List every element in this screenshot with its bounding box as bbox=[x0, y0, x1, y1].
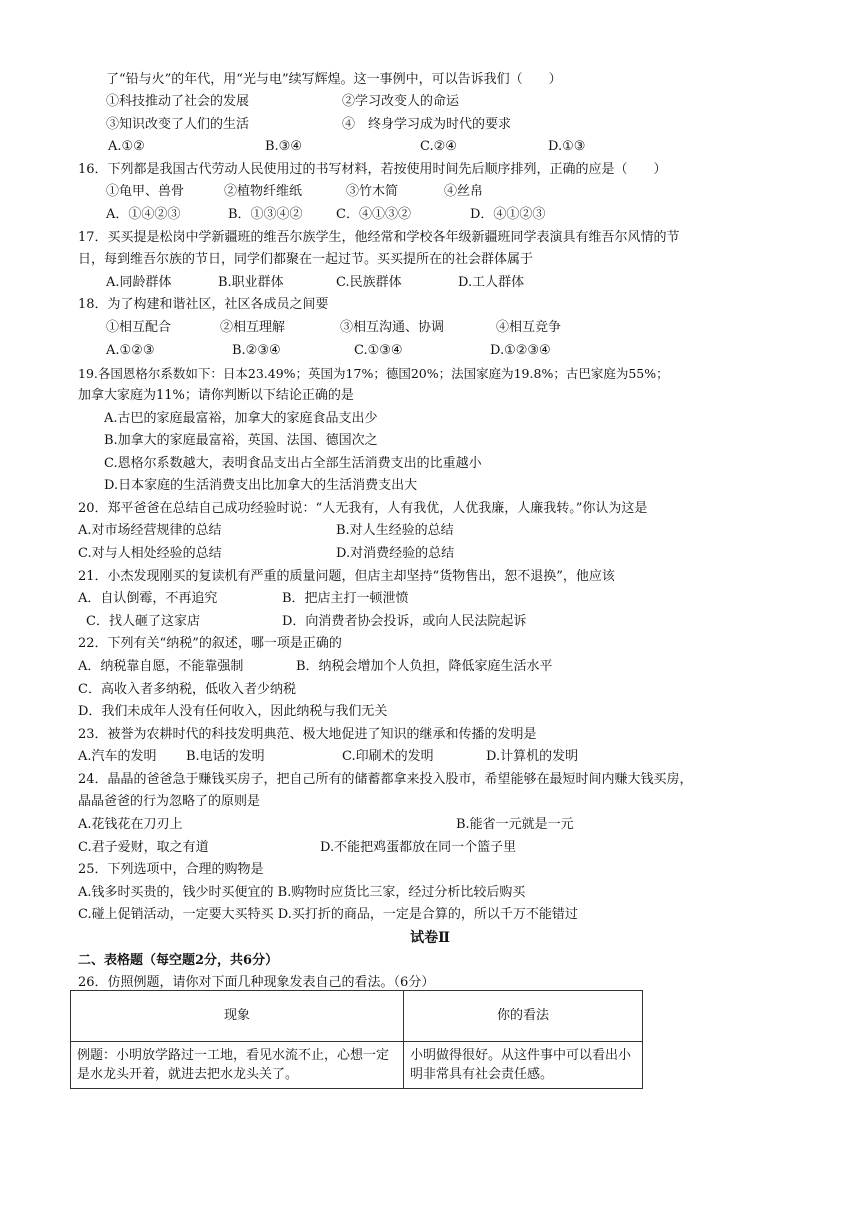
q24-option-d: D.不能把鸡蛋都放在同一个篮子里 bbox=[320, 840, 517, 855]
example-phenomenon-cell: 例题：小明放学路过一工地，看见水流不止，心想一定是水龙头开着，就进去把水龙头关了。 bbox=[71, 1042, 404, 1089]
q22-option-b: B．纳税会增加个人负担，降低家庭生活水平 bbox=[296, 659, 553, 674]
q16-item-2: ②植物纤维纸 bbox=[224, 184, 303, 199]
q15-statement-4: ④ 终身学习成为时代的要求 bbox=[342, 117, 512, 132]
q23-option-c: C.印刷术的发明 bbox=[342, 749, 434, 764]
q15-statement-3: ③知识改变了人们的生活 bbox=[106, 117, 250, 132]
q17-option-d: D.工人群体 bbox=[458, 275, 525, 290]
q21-option-c: C．找人砸了这家店 bbox=[86, 614, 200, 629]
q19-option-a: A.古巴的家庭最富裕，加拿大的家庭食品支出少 bbox=[104, 411, 378, 426]
q15-option-d: D.①③ bbox=[548, 139, 586, 154]
q23-option-b: B.电话的发明 bbox=[186, 749, 265, 764]
q19-stem-line1: 19.各国恩格尔系数如下：日本23.49%；英国为17%；德国20%；法国家庭为19.8%；古巴家庭为55%； bbox=[78, 366, 669, 381]
q19-option-d: D.日本家庭的生活消费支出比加拿大的生活消费支出大 bbox=[104, 478, 418, 493]
q21-stem: 21．小杰发现刚买的复读机有严重的质量问题，但店主却坚持“货物售出，恕不退换”，他应该 bbox=[78, 569, 615, 584]
q20-option-c: C.对与人相处经验的总结 bbox=[78, 546, 222, 561]
q18-option-d: D.①②③④ bbox=[490, 343, 551, 358]
q24-option-c: C.君子爱财，取之有道 bbox=[78, 840, 209, 855]
q25-options-line2: C.碰上促销活动，一定要大买特买 D.买打折的商品，一定是合算的，所以千万不能错过 bbox=[78, 907, 578, 922]
q17-option-b: B.职业群体 bbox=[218, 275, 284, 290]
q23-option-a: A.汽车的发明 bbox=[78, 749, 157, 764]
q16-item-4: ④丝帛 bbox=[444, 184, 484, 199]
q16-option-c: C．④①③② bbox=[336, 207, 411, 222]
q19-option-c: C.恩格尔系数越大，表明食品支出占全部生活消费支出的比重越小 bbox=[104, 456, 482, 471]
q24-option-b: B.能省一元就是一元 bbox=[456, 817, 574, 832]
q22-option-a: A．纳税靠自愿，不能靠强制 bbox=[78, 659, 244, 674]
q26-table bbox=[70, 990, 643, 1089]
q15-statement-2: ②学习改变人的命运 bbox=[342, 94, 460, 109]
q24-stem-line2: 晶晶爸爸的行为忽略了的原则是 bbox=[78, 794, 261, 809]
q24-stem-line1: 24．晶晶的爸爸急于赚钱买房子，把自己所有的储蓄都拿来投入股市，希望能够在最短时间内赚大钱买房， bbox=[78, 772, 693, 787]
q16-option-d: D．④①②③ bbox=[470, 207, 546, 222]
q18-option-b: B.②③④ bbox=[232, 343, 281, 358]
q17-option-c: C.民族群体 bbox=[336, 275, 402, 290]
q18-item-3: ③相互沟通、协调 bbox=[340, 320, 445, 335]
q17-stem-line1: 17．买买提是松岗中学新疆班的维吾尔族学生，他经常和学校各年级新疆班同学表演具有维吾尔风情的节 bbox=[78, 230, 680, 245]
q25-stem: 25．下列选项中，合理的购物是 bbox=[78, 862, 264, 877]
table-header-opinion: 你的看法 bbox=[404, 991, 643, 1042]
q18-stem: 18．为了构建和谐社区，社区各成员之间要 bbox=[78, 297, 329, 312]
part2-title: 试卷Ⅱ bbox=[410, 930, 450, 946]
table-header-row bbox=[71, 991, 643, 1042]
q16-option-a: A．①④②③ bbox=[106, 207, 181, 222]
q21-option-a: A．自认倒霉，不再追究 bbox=[78, 591, 218, 606]
q15-option-b: B.③④ bbox=[265, 139, 302, 154]
q15-statement-1: ①科技推动了社会的发展 bbox=[106, 94, 250, 109]
q16-item-1: ①龟甲、兽骨 bbox=[106, 184, 185, 199]
q26-stem: 26．仿照例题，请你对下面几种现象发表自己的看法。（6分） bbox=[78, 975, 435, 990]
q15-stem: 了“铅与火”的年代，用“光与电”续写辉煌。这一事例中，可以告诉我们（ ） bbox=[106, 72, 562, 87]
q23-stem: 23．被誉为农耕时代的科技发明典范、极大地促进了知识的继承和传播的发明是 bbox=[78, 727, 537, 742]
q18-item-4: ④相互竞争 bbox=[496, 320, 562, 335]
q15-option-a: A.①② bbox=[108, 139, 145, 154]
q17-stem-line2: 日，每到维吾尔族的节日，同学们都聚在一起过节。买买提所在的社会群体属于 bbox=[78, 252, 534, 267]
q18-item-1: ①相互配合 bbox=[106, 320, 172, 335]
q18-option-c: C.①③④ bbox=[354, 343, 403, 358]
q22-option-d: D．我们未成年人没有任何收入，因此纳税与我们无关 bbox=[78, 704, 388, 719]
q16-item-3: ③竹木简 bbox=[346, 184, 399, 199]
example-opinion-cell: 小明做得很好。从这件事中可以看出小明非常具有社会责任感。 bbox=[404, 1042, 643, 1089]
q18-option-a: A.①②③ bbox=[106, 343, 155, 358]
q20-option-d: D.对消费经验的总结 bbox=[336, 546, 455, 561]
q23-option-d: D.计算机的发明 bbox=[486, 749, 579, 764]
q20-stem: 20．郑平爸爸在总结自己成功经验时说：“人无我有，人有我优，人优我廉，人廉我转。”你认为这是 bbox=[78, 501, 648, 516]
q16-stem: 16．下列都是我国古代劳动人民使用过的书写材料，若按使用时间先后顺序排列，正确的应是（ ） bbox=[78, 162, 667, 177]
section-heading: 二、表格题（每空题2分，共6分） bbox=[78, 953, 279, 968]
table-row bbox=[71, 1042, 643, 1089]
q19-stem-line2: 加拿大家庭为11%；请你判断以下结论正确的是 bbox=[78, 388, 354, 403]
table-header-phenomenon: 现象 bbox=[71, 991, 404, 1042]
q19-option-b: B.加拿大的家庭最富裕，英国、法国、德国次之 bbox=[104, 433, 378, 448]
q20-option-b: B.对人生经验的总结 bbox=[336, 523, 454, 538]
q18-item-2: ②相互理解 bbox=[220, 320, 286, 335]
q21-option-b: B．把店主打一顿泄愤 bbox=[282, 591, 409, 606]
q17-option-a: A.同龄群体 bbox=[106, 275, 172, 290]
q16-option-b: B．①③④② bbox=[228, 207, 303, 222]
q24-option-a: A.花钱花在刀刃上 bbox=[78, 817, 183, 832]
q21-option-d: D．向消费者协会投诉，或向人民法院起诉 bbox=[282, 614, 527, 629]
q25-options-line1: A.钱多时买贵的，钱少时买便宜的 B.购物时应货比三家，经过分析比较后购买 bbox=[78, 885, 526, 900]
q22-option-c: C．高收入者多纳税，低收入者少纳税 bbox=[78, 682, 296, 697]
q20-option-a: A.对市场经营规律的总结 bbox=[78, 523, 222, 538]
q22-stem: 22．下列有关“纳税”的叙述，哪一项是正确的 bbox=[78, 636, 342, 651]
q15-option-c: C.②④ bbox=[420, 139, 457, 154]
